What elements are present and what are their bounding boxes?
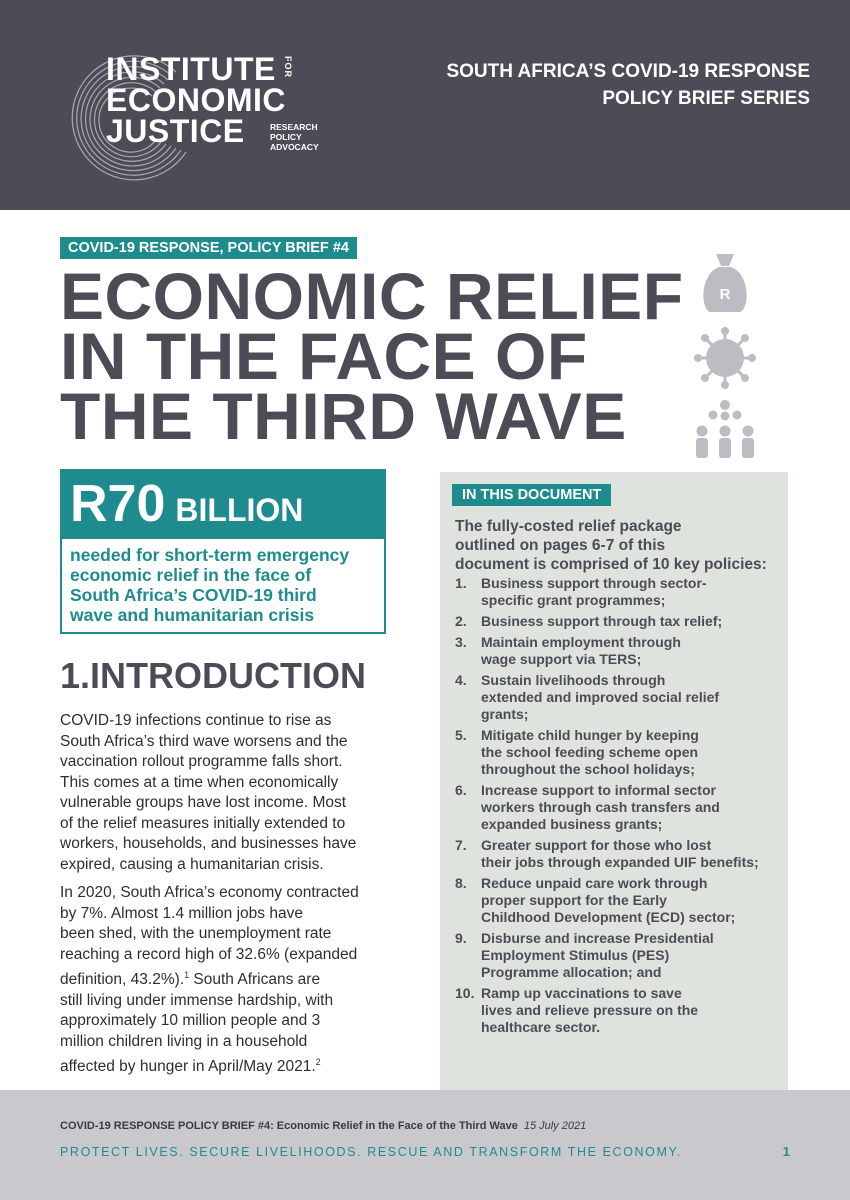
policy-number: 8. [455, 875, 467, 891]
intro-paragraph-1 [60, 711, 390, 875]
policy-text-line: expanded business grants; [481, 816, 663, 832]
people-group-icon [690, 398, 760, 460]
header-band [0, 0, 850, 210]
policy-text-line: Sustain livelihoods through [481, 672, 666, 688]
policy-text-line: Increase support to informal sector [481, 782, 716, 798]
title-line-3: THE THIRD WAVE [60, 379, 627, 453]
policy-number: 3. [455, 634, 467, 650]
stat-desc-line: South Africa’s COVID-19 third [70, 585, 317, 605]
text-line: by 7%. Almost 1.4 million jobs have [60, 904, 303, 922]
series-line-2: POLICY BRIEF SERIES [602, 88, 810, 109]
policy-text-line: throughout the school holidays; [481, 761, 695, 777]
stat-desc-line: wave and humanitarian crisis [70, 605, 315, 625]
policy-text-line: Greater support for those who lost [481, 837, 712, 853]
policy-number: 6. [455, 782, 467, 798]
intro-paragraph-2 [60, 883, 390, 1078]
policy-text-line: Business support through tax relief; [481, 613, 723, 629]
policy-text-line: Business support through sector- [481, 575, 707, 591]
logo-wordmark [106, 51, 286, 149]
text-line: million children living in a household [60, 1032, 308, 1050]
policy-number: 9. [455, 930, 467, 946]
text-segment: affected by hunger in April/May 2021. [60, 1058, 316, 1076]
logo-line-economic: ECONOMIC [106, 82, 286, 118]
logo-line-justice: JUSTICE [106, 113, 245, 149]
stat-desc-line: needed for short-term emergency [70, 545, 350, 565]
logo-sub-research: RESEARCH [270, 122, 318, 132]
policy-item [455, 672, 785, 723]
policy-text-line: Mitigate child hunger by keeping [481, 727, 699, 743]
money-bag-icon [690, 248, 760, 318]
policy-item [455, 782, 785, 833]
stat-desc-line: economic relief in the face of [70, 565, 312, 585]
policy-number: 2. [455, 613, 467, 629]
policy-item [455, 837, 785, 871]
sidebar-intro [455, 517, 785, 574]
policy-item [455, 727, 785, 778]
policy-item [455, 613, 785, 630]
section-heading-introduction: 1.INTRODUCTION [60, 655, 366, 696]
text-line: been shed, with the unemployment rate [60, 925, 332, 942]
policy-text-line: workers through cash transfers and [481, 799, 720, 815]
sidebar-tag: IN THIS DOCUMENT [452, 484, 611, 506]
footnote-ref-2[interactable]: 2 [315, 1057, 321, 1068]
logo-tagline [270, 122, 319, 152]
policy-number: 7. [455, 837, 467, 853]
stat-description [62, 539, 384, 631]
text-line: of the relief measures initially extended to [60, 814, 346, 832]
policy-text-line: proper support for the Early [481, 892, 667, 908]
text-line: workers, households, and businesses have [60, 835, 357, 852]
text-segment: definition, 43.2%). [60, 971, 185, 989]
logo-sub-policy: POLICY [270, 132, 302, 142]
policy-list [455, 575, 785, 1040]
policy-item [455, 985, 785, 1036]
text-line: approximately 10 million people and 3 [60, 1012, 321, 1030]
policy-item [455, 930, 785, 981]
title-icons [690, 248, 760, 465]
text-line: expired, causing a humanitarian crisis. [60, 855, 324, 873]
text-line [60, 965, 390, 991]
policy-text-line: Programme allocation; and [481, 964, 662, 980]
title-line-2: IN THE FACE OF [60, 319, 588, 393]
policy-item [455, 634, 785, 668]
stat-header [62, 471, 384, 539]
footer-brief-line [60, 1120, 586, 1132]
policy-text-line: Ramp up vaccinations to save [481, 985, 682, 1001]
brief-tag: COVID-19 RESPONSE, POLICY BRIEF #4 [60, 237, 357, 259]
footer-date: 15 July 2021 [523, 1120, 587, 1132]
policy-text-line: Employment Stimulus (PES) [481, 947, 670, 963]
policy-text-line: wage support via TERS; [481, 651, 642, 667]
policy-item [455, 875, 785, 926]
virus-icon [690, 323, 760, 393]
sidebar-intro-line: The fully-costed relief package [455, 518, 682, 535]
text-line: reaching a record high of 32.6% (expanded [60, 945, 358, 963]
stat-unit: BILLION [175, 492, 304, 528]
in-this-document-panel [440, 472, 788, 1090]
policy-text-line: extended and improved social relief [481, 689, 720, 705]
policy-text-line: Childhood Development (ECD) sector; [481, 909, 736, 925]
money-symbol: R [719, 286, 731, 303]
text-line: In 2020, South Africa’s economy contracted [60, 884, 359, 901]
relief-stat-box [60, 469, 386, 634]
sidebar-intro-line: document is comprised of 10 key policies: [455, 556, 767, 573]
logo-for: FOR [283, 56, 293, 78]
footnote-ref-1[interactable]: 1 [184, 970, 190, 980]
policy-text-line: Disburse and increase Presidential [481, 930, 714, 946]
series-title [446, 58, 810, 112]
text-line: COVID-19 infections continue to rise as [60, 712, 332, 729]
sidebar-intro-line: outlined on pages 6-7 of this [455, 537, 666, 554]
text-segment: South Africans are [193, 971, 321, 989]
policy-text-line: specific grant programmes; [481, 592, 666, 608]
policy-text-line: Reduce unpaid care work through [481, 875, 708, 891]
text-line [60, 1052, 390, 1078]
policy-text-line: lives and relieve pressure on the [481, 1002, 699, 1018]
policy-text-line: grants; [481, 706, 529, 722]
institute-logo[interactable] [50, 30, 340, 190]
policy-item [455, 575, 785, 609]
footer-band [0, 1090, 850, 1200]
policy-number: 1. [455, 575, 467, 591]
policy-text-line: the school feeding scheme open [481, 744, 699, 760]
policy-number: 10. [455, 985, 475, 1001]
policy-number: 5. [455, 727, 467, 743]
text-line: South Africa’s third wave worsens and the [60, 732, 348, 750]
policy-text-line: their jobs through expanded UIF benefits; [481, 854, 759, 870]
series-line-1: SOUTH AFRICA’S COVID-19 RESPONSE [446, 61, 810, 82]
page-title [60, 259, 684, 453]
policy-text-line: healthcare sector. [481, 1019, 601, 1035]
text-line: vaccination rollout programme falls short. [60, 753, 343, 770]
text-line: This comes at a time when economically [60, 773, 339, 791]
policy-text-line: Maintain employment through [481, 634, 681, 650]
logo-sub-advocacy: ADVOCACY [270, 142, 319, 152]
logo-line-institute: INSTITUTE [106, 51, 276, 87]
policy-number: 4. [455, 672, 467, 688]
text-line: vulnerable groups have lost income. Most [60, 794, 347, 811]
page-number: 1 [782, 1144, 790, 1159]
footer-slogan: PROTECT LIVES. SECURE LIVELIHOODS. RESCUE AND TRANSFORM THE ECONOMY. [60, 1145, 682, 1159]
stat-amount: R70 [70, 475, 166, 533]
text-line: still living under immense hardship, with [60, 991, 334, 1009]
title-line-1: ECONOMIC RELIEF [60, 259, 684, 333]
footer-brief-title: COVID-19 RESPONSE POLICY BRIEF #4: Economic Relief in the Face of the Third Wave [60, 1120, 518, 1132]
